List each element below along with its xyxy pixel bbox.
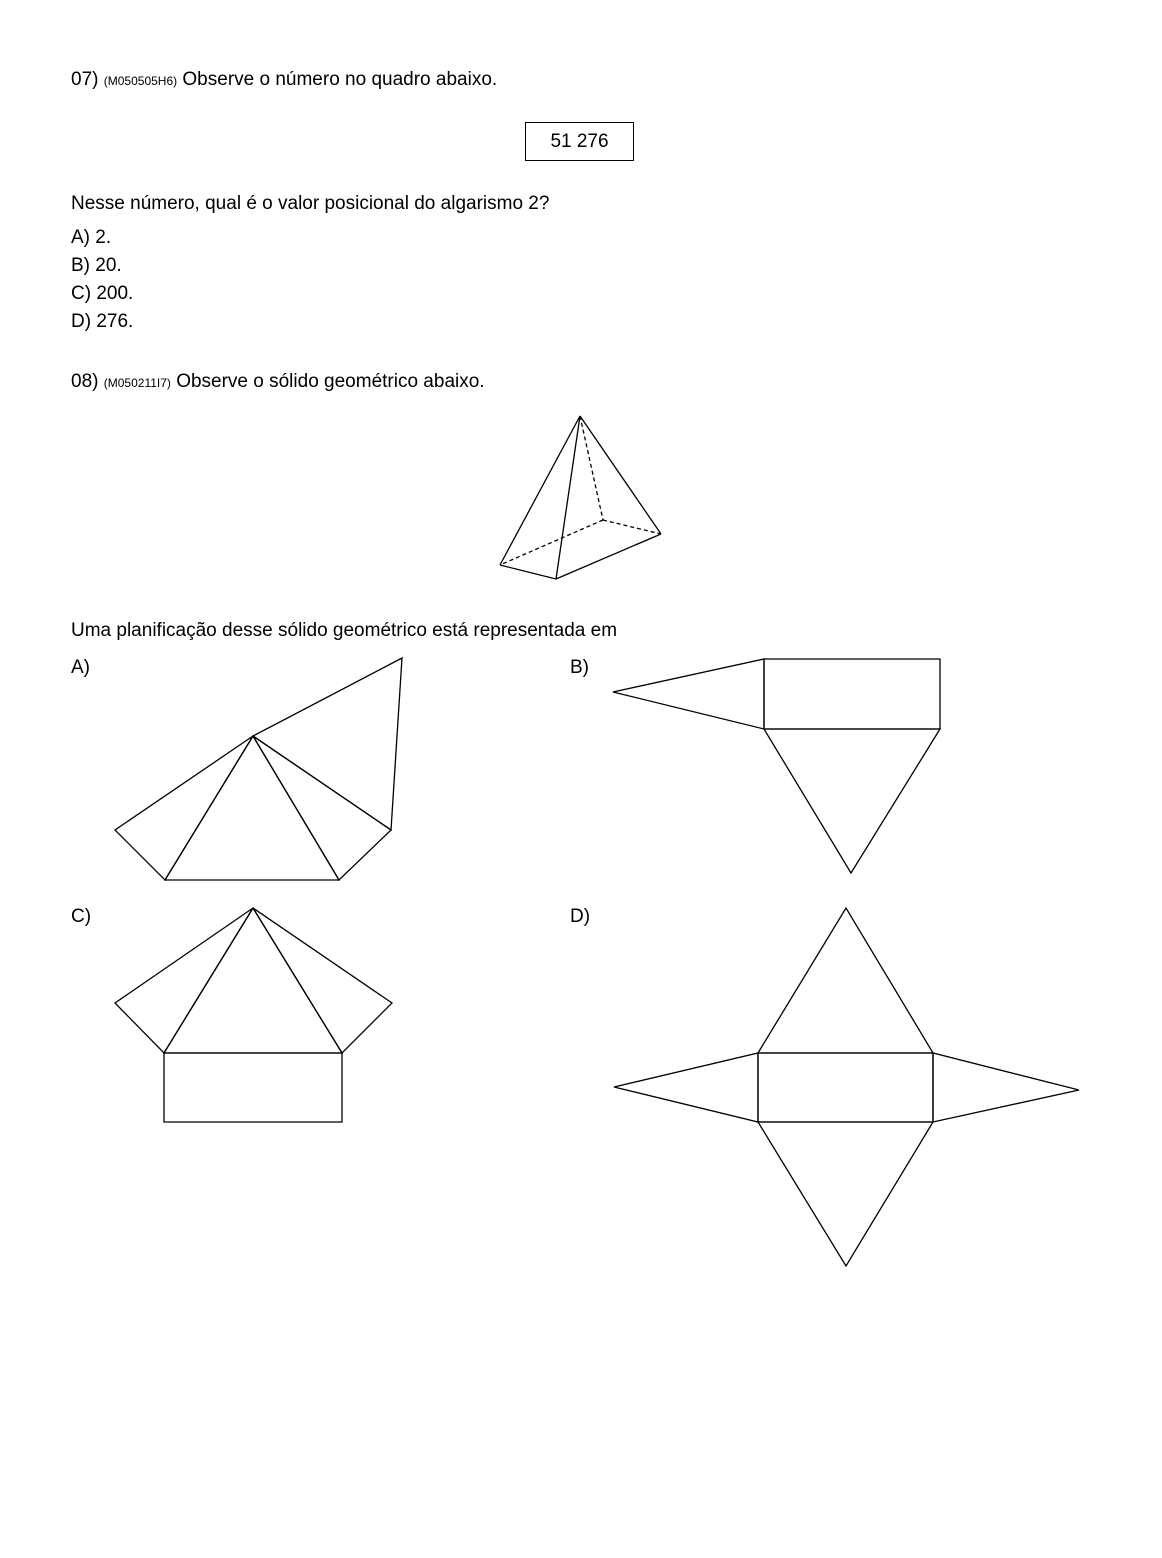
net-b-rectangle: [764, 659, 940, 729]
net-d-right-triangle: [933, 1053, 1079, 1122]
pyramid-edge-left: [500, 416, 580, 565]
net-option-c[interactable]: [115, 908, 392, 1122]
net-a-left-triangle: [115, 736, 253, 880]
net-b-bottom-triangle: [764, 729, 940, 873]
net-d-rectangle: [758, 1053, 933, 1122]
q8-question: Uma planificação desse sólido geométrico está representada em: [71, 620, 618, 641]
boxed-number: 51 276: [525, 122, 634, 161]
q8-option-d-label[interactable]: D): [570, 906, 591, 927]
net-c-center-triangle: [164, 908, 342, 1053]
pyramid-base-front-right: [556, 534, 661, 579]
net-d-bottom-triangle: [758, 1122, 933, 1266]
net-option-b[interactable]: [613, 659, 940, 873]
net-c-left-triangle: [115, 908, 253, 1053]
q8-number: 08): [71, 371, 99, 392]
net-option-d[interactable]: [614, 908, 1079, 1266]
q8-intro: Observe o sólido geométrico abaixo.: [176, 371, 485, 392]
net-c-rectangle: [164, 1053, 342, 1122]
q8-option-b-label[interactable]: B): [570, 657, 589, 678]
q7-option-b[interactable]: B) 20.: [71, 255, 122, 276]
q7-intro: Observe o número no quadro abaixo.: [182, 69, 498, 90]
q7-option-a[interactable]: A) 2.: [71, 227, 112, 248]
q7-question: Nesse número, qual é o valor posicional do algarismo 2?: [71, 193, 550, 214]
net-a-right-triangle: [253, 736, 391, 880]
q7-option-c[interactable]: C) 200.: [71, 283, 134, 304]
pyramid-hidden-edge: [580, 416, 603, 520]
net-d-top-triangle: [758, 908, 933, 1053]
pyramid-hidden-base-left: [500, 520, 603, 565]
q8-option-a-label[interactable]: A): [71, 657, 90, 678]
pyramid-base-front-left: [500, 565, 556, 579]
net-d-left-triangle: [614, 1053, 758, 1122]
pyramid-figure: [500, 416, 661, 579]
q8-code: (M050211I7): [103, 376, 171, 390]
q7-number: 07): [71, 69, 99, 90]
net-b-left-triangle: [613, 659, 764, 729]
q7-code: (M050505H6): [103, 74, 178, 88]
net-a-top-triangle: [253, 658, 402, 830]
q8-option-c-label[interactable]: C): [71, 906, 92, 927]
net-option-a[interactable]: [115, 658, 402, 880]
pyramid-edge-right: [580, 416, 661, 534]
net-a-center-triangle: [165, 736, 339, 880]
q7-option-d[interactable]: D) 276.: [71, 311, 134, 332]
net-c-right-triangle: [253, 908, 392, 1053]
pyramid-edge-front: [556, 416, 580, 579]
